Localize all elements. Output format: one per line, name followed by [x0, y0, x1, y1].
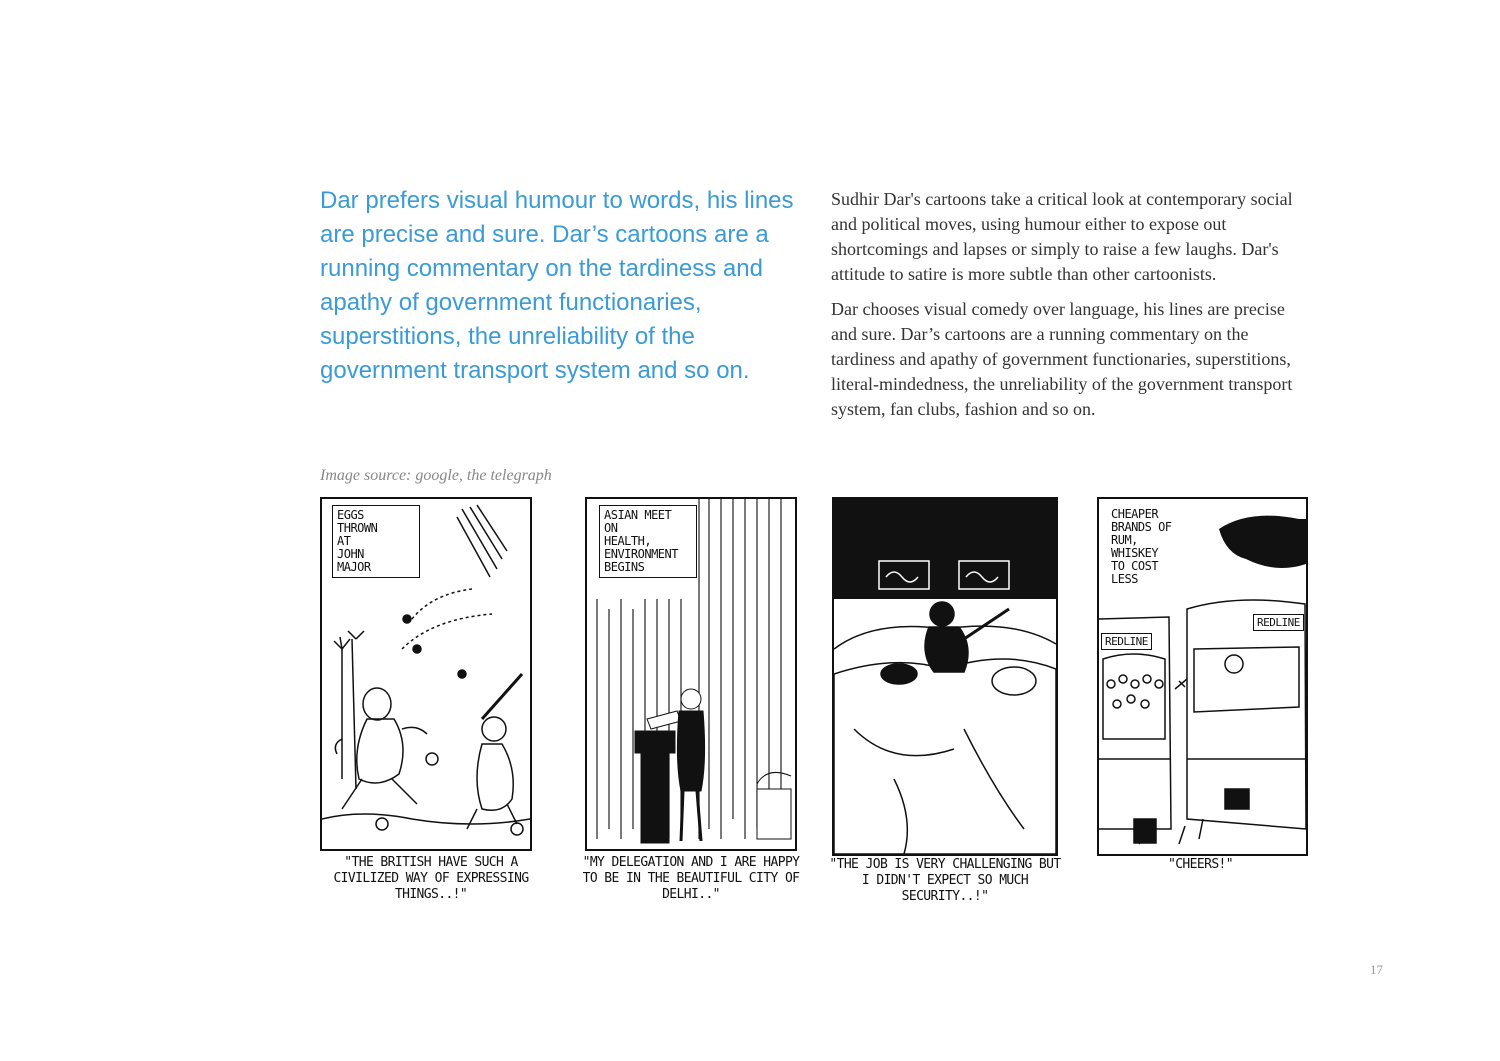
cartoon-eggs-thrown [320, 497, 550, 917]
cartoon-caption: "THE BRITISH HAVE SUCH A CIVILIZED WAY OF EXPRESSING THINGS..!" [333, 855, 529, 902]
bus-label-left: REDLINE [1101, 633, 1152, 650]
bus-label-right: REDLINE [1253, 614, 1304, 631]
image-source-credit: Image source: google, the telegraph [320, 467, 552, 484]
cartoon-security [829, 497, 1062, 927]
pull-quote: Dar prefers visual humour to words, his lines are precise and sure. Dar’s cartoons are a running commentary on the tardiness and apathy of government functionaries, superstitions, the unreliability of the government transport system and so on. [320, 187, 794, 384]
cartoon-panel [585, 497, 797, 851]
page-number: 17 [1370, 962, 1383, 977]
cartoon-headline: ASIAN MEET ON HEALTH, ENVIRONMENT BEGINS [599, 505, 697, 578]
body-paragraph-1: Sudhir Dar's cartoons take a critical look at contemporary social and political moves, using humour either to expose out shortcomings and lapses or simply to raise a few laughs. Dar's attitude to satire is more subtle than other cartoonists. [831, 189, 1293, 284]
cartoon-panel [320, 497, 532, 851]
cartoon-cheers [1097, 497, 1309, 897]
cartoon-caption: "CHEERS!" [1167, 857, 1234, 872]
cartoon-panel [832, 497, 1058, 856]
cartoon-caption: "THE JOB IS VERY CHALLENGING BUT I DIDN'T EXPECT SO MUCH SECURITY..!" [829, 857, 1061, 904]
cartoon-headline: CHEAPER BRANDS OF RUM, WHISKEY TO COST LESS [1107, 505, 1189, 589]
cartoon-drawing [834, 499, 1056, 854]
cartoon-headline: EGGS THROWN AT JOHN MAJOR [332, 505, 420, 578]
cartoon-panel [1097, 497, 1308, 856]
cartoon-asian-meet [582, 497, 805, 917]
cartoon-caption: "MY DELEGATION AND I ARE HAPPY TO BE IN THE BEAUTIFUL CITY OF DELHI.." [582, 855, 800, 902]
body-paragraph-2: Dar chooses visual comedy over language, his lines are precise and sure. Dar’s cartoons are a running commentary on the tardiness and apathy of government functionaries, superstitions, literal-mindedness, the unreliability of the government transport system, fan clubs, fashion and so on. [831, 299, 1293, 419]
body-text-column [831, 187, 1311, 432]
